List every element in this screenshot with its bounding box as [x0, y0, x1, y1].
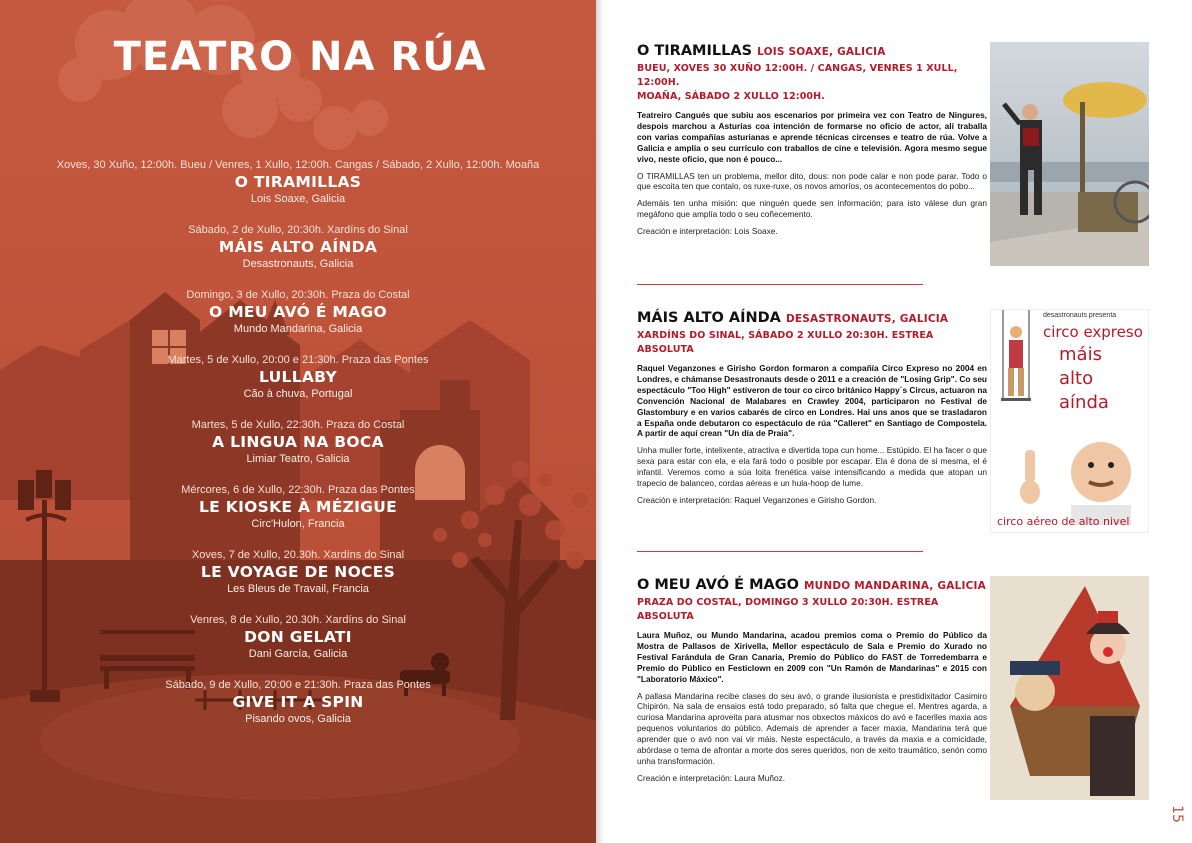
article-tiramillas — [637, 42, 987, 237]
event-schedule — [0, 158, 596, 743]
article-paragraph: Laura Muñoz, ou Mundo Mandarina, acadou premios coma o Premio do Público da Mostra de Pallasos de Xirivella, Mellor espectáculo de Sala e Premio do Xurado no Festival Farándula de Gran Canaria, Premio do Público do FAST de Torredembarra e Premio do Público en Festiclown en 2009 con "Un Ramón de Mandarinas" e 2015 con "Laboratorio Máxico". — [637, 630, 987, 684]
event-entry — [0, 613, 596, 678]
event-datetime: Martes, 5 de Xullo, 20:00 e 21:30h. Praza das Pontes — [167, 354, 429, 366]
poster-presenta: desastronauts presenta — [1043, 312, 1117, 319]
event-company: Cão à chuva, Portugal — [243, 388, 353, 400]
event-entry — [0, 678, 596, 743]
event-title: LE KIOSKE À MÉZIGUE — [199, 498, 397, 516]
article-paragraph: Raquel Veganzones e Girisho Gordon formaron a compañía Circo Expreso no 2004 en Londres, e chámanse Desastronauts desde o 2011 e a creación de "Losing Grip". Co seu espectáculo "Too High" estiveron de tour co circo británico Happy´s Circus, actuaron na Convención Nacional de Malabares en Crawley 2004, participaron no Festival de Glastombury e en varios cabarés de circo en Londres. Hai uns anos que se trasladaron a España onde debutaron co espectáculo de rúa "Calleret" en Santiago de Compostela. A partir de aquí crean "Un día de Praia". — [637, 363, 988, 439]
event-title: DON GELATI — [244, 628, 352, 646]
event-datetime: Domingo, 3 de Xullo, 20:30h. Praza do Costal — [186, 289, 410, 301]
article-company: LOIS SOAXE, GALICIA — [757, 46, 886, 58]
page-gutter — [596, 0, 604, 843]
event-entry — [0, 418, 596, 483]
event-datetime: Martes, 5 de Xullo, 22:30h. Praza do Costal — [191, 419, 405, 431]
event-title: O MEU AVÓ É MAGO — [209, 303, 387, 321]
article-paragraph: Ademáis ten unha misión: que ninguén quede sen información; para isto válese dun gran megáfono que amplía todo o seu coñecemento. — [637, 198, 987, 220]
article-mais-alto-ainda — [637, 309, 987, 506]
event-datetime: Venres, 8 de Xullo, 20.30h. Xardíns do Sinal — [190, 614, 406, 626]
article-schedule: PRAZA DO COSTAL, DOMINGO 3 XULLO 20:30H. ESTREA ABSOLUTA — [637, 597, 939, 622]
event-datetime: Xoves, 7 de Xullo, 20.30h. Xardíns do Sinal — [191, 549, 405, 561]
poster-mais-alto-ainda — [990, 309, 1149, 533]
event-company: Limiar Teatro, Galicia — [246, 453, 350, 465]
event-entry — [0, 223, 596, 288]
article-schedule: BUEU, XOVES 30 XUÑO 12:00H. / CANGAS, VENRES 1 XULL, 12:00H. — [637, 63, 958, 88]
article-company: MUNDO MANDARINA, GALICIA — [804, 580, 986, 592]
page-number: 15 — [1168, 805, 1185, 823]
event-entry — [0, 353, 596, 418]
article-credits: Creación e interpretación: Raquel Veganzones e Girisho Gordon. — [637, 494, 877, 505]
event-entry — [0, 548, 596, 613]
event-datetime: Xoves, 30 Xuño, 12:00h. Bueu / Venres, 1 Xullo, 12:00h. Cangas / Sábado, 2 Xullo, 12:00h. Moaña — [56, 159, 540, 171]
article-paragraph: O TIRAMILLAS ten un problema, mellor dito, dous: non pode calar e non pode parar. Todo o que escoita ten que contalo, os ruxe-ruxe, os novos amoríos, os acontecementos do pobo... — [637, 170, 987, 192]
right-page — [604, 0, 1192, 843]
article-title: O MEU AVÓ É MAGO — [637, 577, 799, 593]
event-company: Mundo Mandarina, Galicia — [233, 323, 363, 335]
event-datetime: Sábado, 2 de Xullo, 20:30h. Xardíns do Sinal — [188, 224, 408, 236]
article-paragraph: A pallasa Mandarina recibe clases do seu avó, o grande ilusionista e prestidixitador Casimiro Chipirón. Na sala de ensaios está todo preparado, só falta que chegue el. Mentres agarda, a curiosa Mandarina aproveita para atusmar nos obxectos máxicos do avó e facerlles maxia aos pequenos voluntarios do público. Ademais de aprender a facer maxia, Mandarina terá que aprender que o avó non vai vir máis. Neste espectáculo, a través da maxia e a comicidade, abórdase o tema de afrontar a morte dos seres queridos, non de xeito traumático, senón como unha transformación. — [637, 690, 987, 766]
article-credits: Creación e interpretación: Lois Soaxe. — [637, 226, 778, 237]
event-title: O TIRAMILLAS — [234, 173, 362, 191]
article-heading — [637, 576, 987, 595]
article-heading — [637, 309, 987, 328]
section-divider — [637, 551, 923, 552]
article-schedule: MOAÑA, SÁBADO 2 XULLO 12:00H. — [637, 91, 825, 102]
event-company: Pisando ovos, Galicia — [245, 713, 351, 725]
article-title: O TIRAMILLAS — [637, 43, 753, 59]
photo-tiramillas — [990, 42, 1149, 266]
event-entry — [0, 483, 596, 548]
event-company: Dani García, Galicia — [248, 648, 348, 660]
event-datetime: Sábado, 9 de Xullo, 20:00 e 21:30h. Praza das Pontes — [165, 679, 431, 691]
event-company: Lois Soaxe, Galicia — [250, 193, 346, 205]
poster-footer: circo aéreo de alto nivel — [997, 515, 1130, 528]
event-title: GIVE IT A SPIN — [232, 693, 364, 711]
poster-line-4: aínda — [1059, 392, 1109, 413]
event-company: Desastronauts, Galicia — [242, 258, 354, 270]
article-paragraph: Unha muller forte, intelixente, atractiva e divertida topa cun home... Estúpido. El ha facer o que sexa para estar con ela, e ela fará todo o posible por escapar. Ela é dona de si mesma, el é infantil. Veremos como a súa loita frenética vaise intensificando a medida que atopan un trapecio de balanceo, cordas aéreas e un hula-hoop de lume. — [637, 445, 987, 489]
photo-o-meu-avo-e-mago — [990, 576, 1149, 800]
event-company: Circ'Hulon, Francia — [251, 518, 345, 530]
article-schedule: XARDÍNS DO SINAL, SÁBADO 2 XULLO 20:30H. ESTREA ABSOLUTA — [637, 330, 934, 355]
article-credits: Creación e interpretación: Laura Muñoz. — [637, 772, 786, 783]
event-title: MÁIS ALTO AÍNDA — [218, 238, 378, 256]
event-title: LULLABY — [259, 368, 337, 386]
event-title: A LINGUA NA BOCA — [212, 433, 384, 451]
poster-line-3: alto — [1059, 368, 1094, 389]
article-paragraph: Teatreiro Cangués que subiu aos escenarios por primeira vez con Teatro de Ningures, despois marchou a Asturias coa intención de formarse no oficio de actor, alí traballa con varias compañías asturianas e aprende técnicas circenses e teatro de rúa. Volve a Galicia e amplía o seu currículo con traballos de cine e televisión. Agora mesmo segue vivo, neste oficio, que non é pouco... — [637, 110, 987, 164]
event-datetime: Mércores, 6 de Xullo, 22:30h. Praza das Pontes — [181, 484, 415, 496]
page-title: TEATRO NA RÚA — [113, 34, 487, 80]
event-entry — [0, 158, 596, 223]
poster-line-1: circo expreso — [1043, 323, 1143, 341]
section-divider — [637, 284, 923, 285]
article-o-meu-avo-e-mago — [637, 576, 987, 784]
article-company: DESASTRONAUTS, GALICIA — [785, 313, 949, 325]
event-entry — [0, 288, 596, 353]
article-heading — [637, 42, 987, 61]
event-title: LE VOYAGE DE NOCES — [200, 563, 396, 581]
poster-line-2: máis — [1059, 344, 1102, 365]
article-title: MÁIS ALTO AÍNDA — [637, 310, 781, 326]
event-company: Les Bleus de Travail, Francia — [227, 583, 369, 595]
